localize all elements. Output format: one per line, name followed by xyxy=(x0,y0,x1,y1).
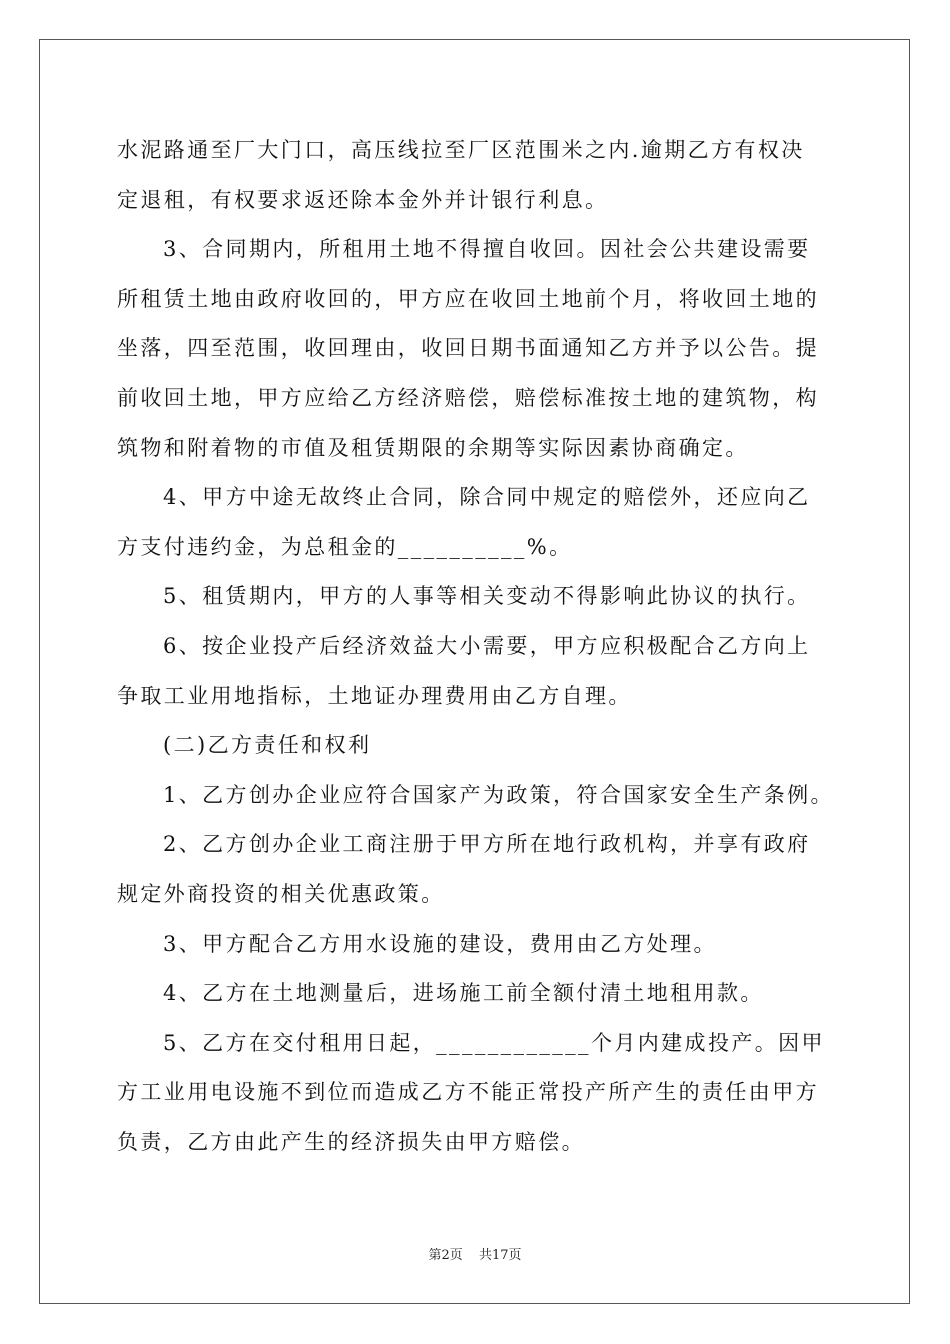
document-body xyxy=(117,126,837,1167)
page-total: 共17页 xyxy=(478,1248,522,1263)
text-line: 所租赁土地由政府收回的，甲方应在收回土地前个月，将收回土地的 xyxy=(117,286,819,311)
text-line: 水泥路通至厂大门口，高压线拉至厂区范围米之内.逾期乙方有权决 xyxy=(117,138,805,162)
text-line: 争取工业用地指标，土地证办理费用由乙方自理。 xyxy=(117,683,632,708)
page-number: 第2页 xyxy=(428,1248,463,1263)
text-line: 1、乙方创办企业应符合国家产为政策，符合国家安全生产条例。 xyxy=(163,782,834,807)
text-line: 筑物和附着物的市值及租赁期限的余期等实际因素协商确定。 xyxy=(117,435,749,460)
text-line: 4、乙方在土地测量后，进场施工前全额付清土地租用款。 xyxy=(163,981,764,1006)
text-line: 负责，乙方由此产生的经济损失由甲方赔偿。 xyxy=(117,1129,585,1154)
text-line: 定退租，有权要求返还除本金外并计银行利息。 xyxy=(117,187,609,212)
text-line: 5、租赁期内，甲方的人事等相关变动不得影响此协议的执行。 xyxy=(163,584,811,609)
page-footer xyxy=(0,1244,950,1263)
text-line: 6、按企业投产后经济效益大小需要，甲方应积极配合乙方向上 xyxy=(163,633,811,658)
text-line: 3、合同期内，所租用土地不得擅自收回。因社会公共建设需要 xyxy=(163,237,811,262)
text-line: 5、乙方在交付租用日起，____________个月内建成投产。因甲 xyxy=(163,1030,825,1055)
text-line: 方支付违约金，为总租金的__________%。 xyxy=(117,534,573,559)
text-line: 坐落，四至范围，收回理由，收回日期书面通知乙方并予以公告。提 xyxy=(117,336,819,361)
text-line: 3、甲方配合乙方用水设施的建设，费用由乙方处理。 xyxy=(163,931,717,956)
text-line: 2、乙方创办企业工商注册于甲方所在地行政机构，并享有政府 xyxy=(163,832,811,857)
text-line: 方工业用电设施不到位而造成乙方不能正常投产所产生的责任由甲方 xyxy=(117,1080,819,1105)
text-line: 规定外商投资的相关优惠政策。 xyxy=(117,881,445,906)
text-line: 4、甲方中途无故终止合同，除合同中规定的赔偿外，还应向乙 xyxy=(163,485,811,510)
text-line: 前收回土地，甲方应给乙方经济赔偿，赔偿标准按土地的建筑物，构 xyxy=(117,385,819,410)
section-heading: (二)乙方责任和权利 xyxy=(163,733,372,758)
